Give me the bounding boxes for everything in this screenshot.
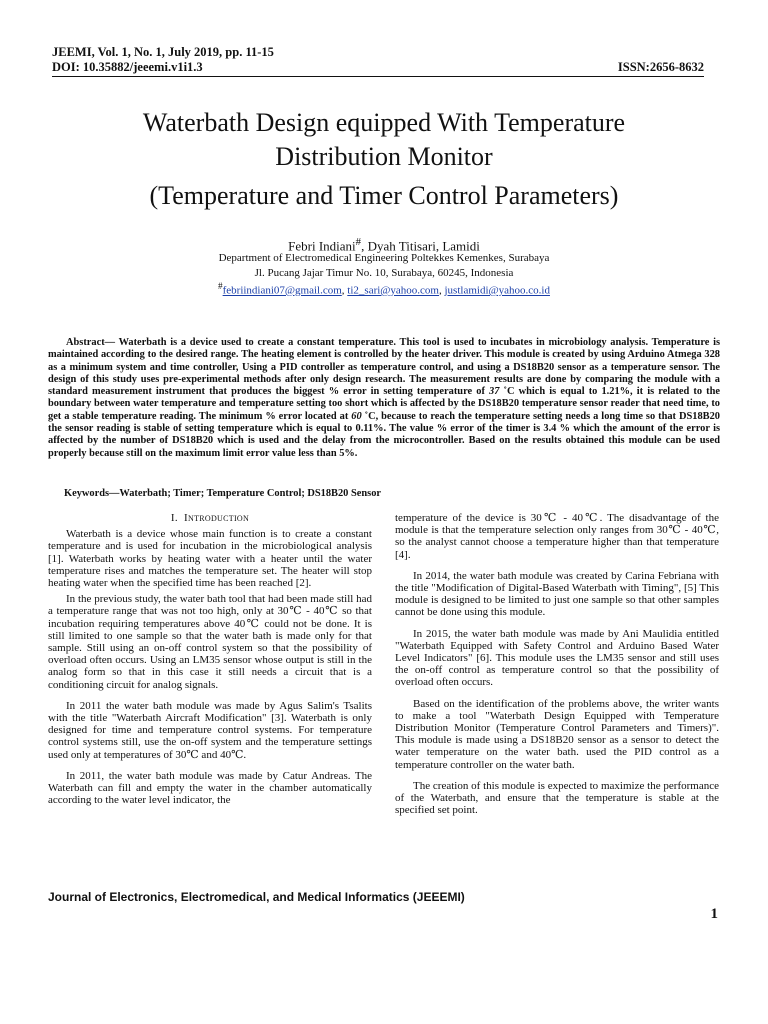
abstract-temp-2: 60 [351,410,362,422]
paragraph: In 2011, the water bath module was made by Catur Andreas. The Waterbath can fill and empty the water in the chamber automatically according to the water level indicator, the [48,769,372,807]
email-link-2[interactable]: ti2_sari@yahoo.com [347,284,439,297]
paragraph: Waterbath is a device whose main function is to create a constant temperature and is used for incubation in the microbiological analysis [1]. Waterbath works by heating water with a heater until the water temperature rises and matches the temperature set. The heater will stop heating water when the specified time has been reached [2]. [48,528,372,590]
header-rule [52,76,704,77]
email-separator: , [341,284,348,297]
section-title: Introduction [184,512,250,524]
abstract [48,337,720,460]
email-separator: , [439,284,445,297]
paragraph: In 2015, the water bath module was made by Ani Maulidia entitled "Waterbath Equipped with Safety Control and Arduino Based Water Level Indicators" [6]. This module uses the LM35 sensor and still uses the on-off control as temperature control so that the possibility of overload often occurs. [395,627,719,689]
affiliation-department: Department of Electromedical Engineering Poltekkes Kemenkes, Surabaya [218,252,550,264]
email-mark: # [218,281,223,291]
paragraph: In 2014, the water bath module was created by Carina Febriana with the title "Modification of Digital-Based Waterbath with Timing", [5] This module is designed to be limited to just one sample so that other samples cannot be done using this module. [395,569,719,619]
page-number: 1 [710,906,718,922]
abstract-temp-1: 37 [489,386,500,398]
abstract-text-1: Abstract— Waterbath is a device used to create a constant temperature. This tool is used to incubates in microbiology analysis. Temperature is maintained according to the desired range. The heating element is controlled by the heater driver. This module is created by using Arduino Atmega 328 as a minimum system and time controller, Using a PID controller as temperature control, and using a DS18B20 sensor as a temperature sensor. The design of this study uses pre-experimental methods after only design research. The measurement results are done by comparing the module with a standard measurement instrument that produces the biggest % error in setting temperature of [48,337,720,398]
paragraph: In the previous study, the water bath tool that had been made still had a temperature range that was not too high, only at 30℃ - 40℃ so that incubation requiring temperatures above 40℃ could not be done. It is still limited to one sample so that the water bath is made only for that sample. Still using an on-off control system so that the possibility of overload often occurs. Using an LM35 sensor whose output is still in the analog form so that in this case it still needs a circuit that is a conditioning circuit for analog signals. [48,593,372,691]
footer-journal-name: Journal of Electronics, Electromedical, and Medical Informatics (JEEEMI) [48,890,465,904]
keywords: Keywords—Waterbath; Timer; Temperature Control; DS18B20 Sensor [64,488,381,499]
email-link-1[interactable]: febriindiani07@gmail.com [222,284,342,297]
affiliation-address: Jl. Pucang Jajar Timur No. 10, Surabaya, 60245, Indonesia [254,267,514,279]
paragraph: Based on the identification of the problems above, the writer wants to make a tool "Waterbath Design Equipped with Temperature Distribution Monitor (Temperature Control Parameters and Timers)". This module is made using a DS18B20 sensor as a sensor to detect the water temperature on the water bath. used the PID control as a temperature controller on the water bath. [395,697,719,771]
right-column [395,512,719,825]
abstract-text-2: ˚C which is equal to 1.21%, it is related to the boundary between water temperature and temperature setting too short which is affected by the DS18B20 temperature sensor reader that need time, to get a stable temperature reading. The minimum % error located at [48,386,720,422]
left-column [48,512,372,815]
paragraph: The creation of this module is expected to maximize the performance of the Waterbath, and ensure that the temperature is stable at the specified set point. [395,779,719,817]
author-emails [52,281,716,297]
email-link-3[interactable]: justlamidi@yahoo.co.id [444,284,550,297]
paper-title-line-2: Distribution Monitor [275,142,493,171]
author-rest: , Dyah Titisari, Lamidi [361,238,480,254]
paragraph: In 2011 the water bath module was made by Agus Salim's Tsalits with the title "Waterbath Aircraft Modification" [3]. Waterbath is only designed for time and temperature control systems. For temperature control systems still, use the on-off system and the temperature settings used only at temperatures of 30℃ and 40℃. [48,699,372,761]
journal-citation: JEEMI, Vol. 1, No. 1, July 2019, pp. 11-15 [52,45,274,59]
author-first: Febri Indiani [288,238,356,254]
section-heading [48,512,372,524]
doi: DOI: 10.35882/jeeemi.v1i1.3 [52,60,203,74]
author-mark: # [355,236,362,248]
issn: ISSN:2656-8632 [617,60,704,74]
abstract-text-3: ˚C, because to reach the temperature setting needs a long time so that DS18B20 the sensor reading is stable of setting temperature which is equal to 0.11%. The value % error of the timer is 3.4 % which the amount of the error is affected by the number of DS18B20 which is used and the delay from the microcontroller. Based on the results obtained this module can be used properly because still on the maximum limit error value less than 5%. [48,410,720,459]
section-number: I. [170,512,178,524]
paper-title-line-1: Waterbath Design equipped With Temperature [142,108,626,137]
paragraph: temperature of the device is 30℃ - 40℃. The disadvantage of the module is that the temperature selection only ranges from 30℃ - 40℃, so the analyst cannot choose a temperature higher than that temperature [4]. [395,512,719,561]
paper-subtitle: (Temperature and Timer Control Parameters) [149,181,619,210]
